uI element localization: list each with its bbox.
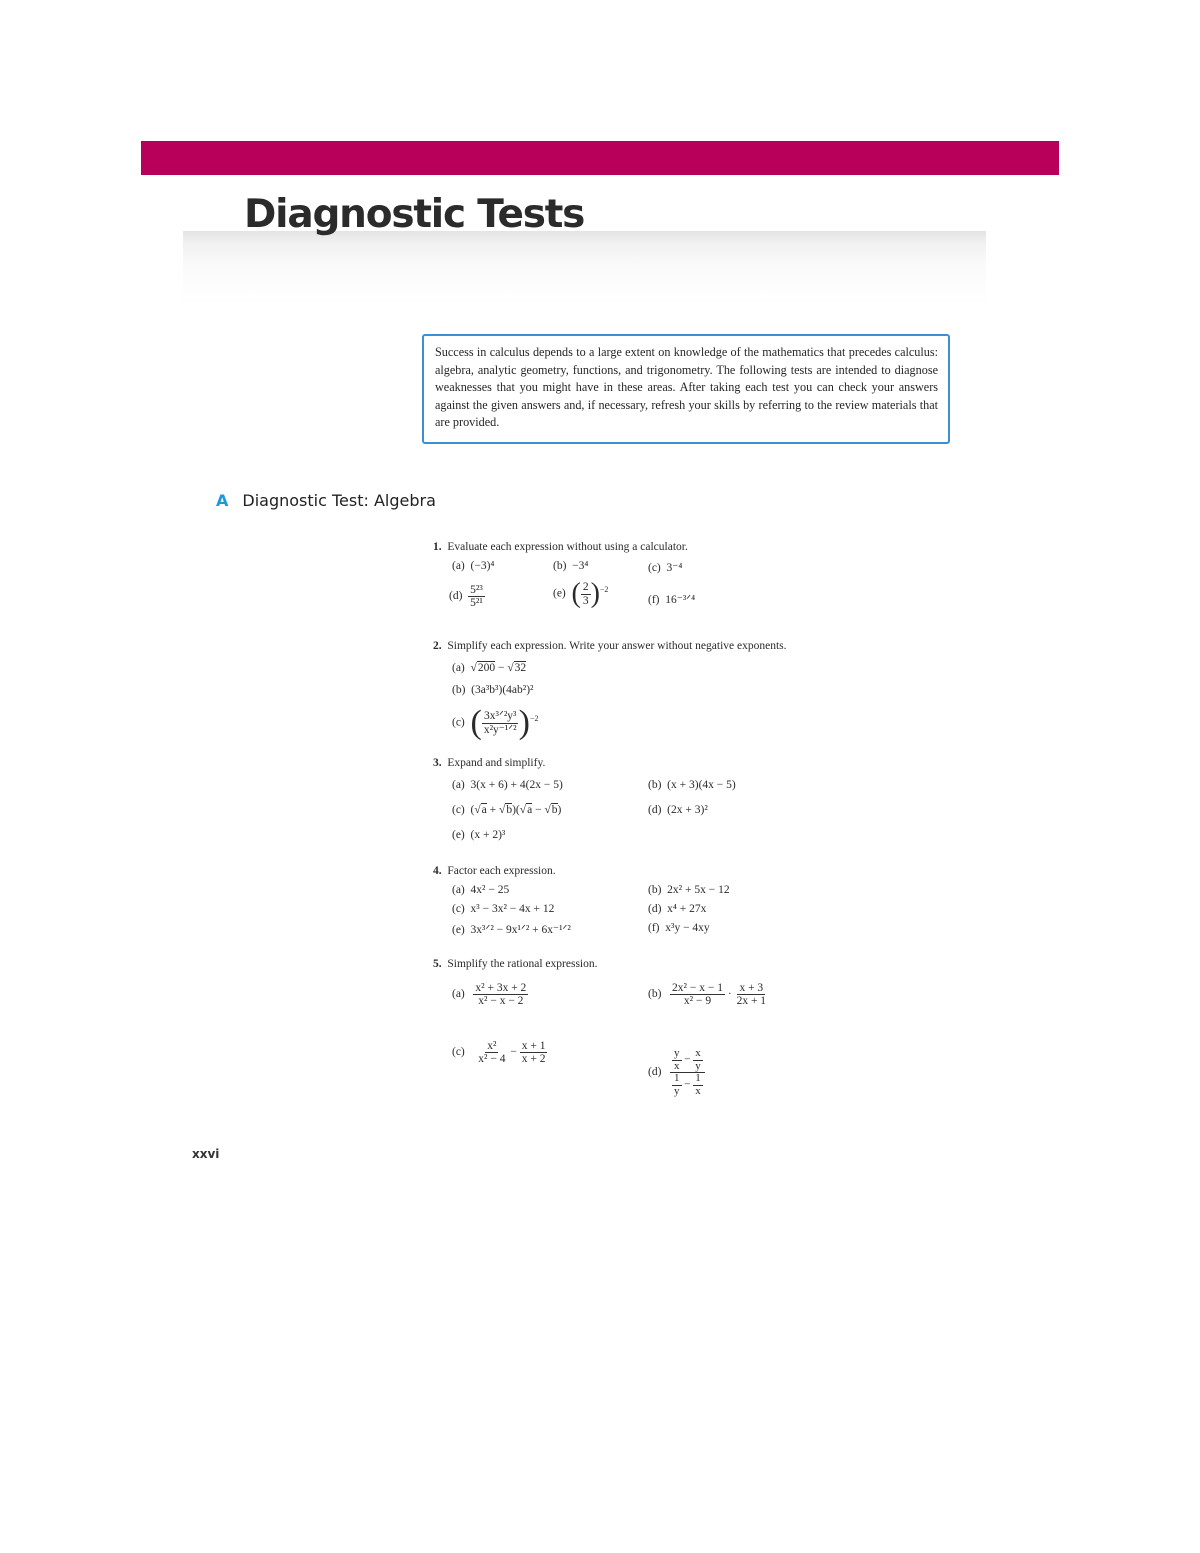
fraction-denominator: 2x + 1	[736, 995, 767, 1008]
q1-part-c	[648, 560, 682, 574]
complex-fraction	[670, 1048, 705, 1097]
fraction-numerator: x²	[487, 1040, 497, 1052]
part-label: (a)	[452, 779, 465, 791]
q5-part-b	[648, 982, 768, 1007]
part-label: (c)	[452, 804, 465, 816]
fraction-numerator: 1	[674, 1072, 680, 1085]
q4-part-c	[452, 903, 554, 915]
fraction-denominator: 5²¹	[470, 597, 483, 610]
fraction	[672, 1073, 682, 1097]
intro-box	[422, 334, 950, 444]
q1-part-a	[452, 560, 494, 572]
question-text: Factor each expression.	[447, 865, 556, 877]
math-expression: 3(x + 6) + 4(2x − 5)	[470, 779, 563, 791]
fraction-numerator: x² + 3x + 2	[475, 982, 527, 994]
q3-part-e	[452, 829, 505, 841]
q5-part-d	[648, 1048, 705, 1097]
operator: −	[495, 662, 508, 674]
fraction	[520, 1040, 548, 1065]
question-number: 2.	[433, 640, 442, 652]
fraction	[473, 982, 528, 1007]
sqrt-icon: √	[474, 804, 481, 816]
part-label: (e)	[452, 829, 465, 841]
fraction-denominator: 3	[582, 594, 589, 607]
paren-left: (	[571, 578, 581, 609]
part-label: (c)	[648, 562, 661, 574]
fraction-numerator: 2	[582, 581, 589, 594]
question-1	[433, 541, 688, 553]
fraction-denominator: x + 2	[521, 1053, 546, 1066]
math-expression: 2x² + 5x − 12	[667, 884, 730, 896]
part-label: (f)	[648, 922, 660, 934]
q3-part-a	[452, 779, 563, 791]
part-label: (b)	[648, 988, 662, 1001]
fraction-denominator: x	[695, 1084, 701, 1097]
fraction-numerator: y	[674, 1047, 680, 1059]
page-title: Diagnostic Tests	[244, 192, 585, 237]
fraction-denominator: x²y⁻¹ᐟ²	[483, 723, 517, 736]
math-expression: −3⁴	[572, 560, 589, 572]
operator: −	[684, 1078, 691, 1091]
q4-part-d	[648, 903, 706, 915]
question-2	[433, 640, 787, 652]
sqrt-icon: √	[470, 662, 477, 674]
q3-part-b	[648, 779, 736, 791]
section-heading	[216, 491, 436, 510]
fraction	[581, 581, 591, 606]
complex-denominator	[670, 1073, 705, 1097]
q3-part-c: (c) (√a + √b)(√a − √b)	[452, 804, 562, 816]
fraction-numerator: x + 3	[739, 982, 764, 994]
part-label: (d)	[648, 903, 662, 915]
operator: −	[684, 1053, 691, 1066]
question-number: 5.	[433, 958, 442, 970]
fraction	[693, 1073, 703, 1097]
fraction	[672, 1048, 682, 1072]
q4-part-b	[648, 884, 730, 896]
fraction	[482, 710, 519, 735]
radicand: b	[551, 804, 558, 816]
q5-part-a	[452, 982, 528, 1007]
fraction-denominator: x² − 4	[478, 1053, 506, 1066]
q1-part-d	[449, 584, 485, 609]
question-3	[433, 757, 545, 769]
fraction	[670, 982, 725, 1007]
part-label: (a)	[452, 884, 465, 896]
math-expression: 3⁻⁴	[666, 562, 683, 574]
math-expression: x⁴ + 27x	[667, 903, 707, 915]
fraction-numerator: 1	[695, 1072, 701, 1085]
paren-right: )	[590, 578, 600, 609]
q1-part-e	[553, 580, 608, 608]
q2-part-c	[452, 706, 538, 740]
radicand: a	[527, 804, 533, 816]
fraction	[476, 1040, 507, 1065]
title-shade	[183, 231, 986, 305]
part-label: (d)	[648, 804, 662, 816]
fraction-denominator: x² − 9	[683, 995, 712, 1008]
question-number: 1.	[433, 541, 442, 553]
q2-part-b	[452, 684, 534, 696]
part-label: (a)	[452, 662, 465, 674]
part-label: (f)	[648, 594, 660, 606]
fraction-numerator: 5²³	[470, 584, 483, 596]
paren-right: )	[518, 704, 530, 741]
part-label: (e)	[553, 587, 566, 600]
part-label: (b)	[648, 779, 662, 791]
radicand: 32	[514, 662, 527, 674]
paren-left: (	[470, 704, 482, 741]
fraction-numerator: x + 1	[521, 1040, 546, 1052]
q4-part-e	[452, 922, 571, 936]
question-number: 4.	[433, 865, 442, 877]
q5-part-c	[452, 1040, 547, 1065]
fraction-denominator: x² − x − 2	[478, 995, 524, 1008]
question-text: Simplify each expression. Write your answer without negative exponents.	[447, 640, 787, 652]
fraction-denominator: y	[674, 1084, 680, 1097]
fraction-denominator: x	[674, 1059, 680, 1072]
fraction	[735, 982, 769, 1007]
fraction	[693, 1048, 703, 1072]
intro-text: Success in calculus depends to a large extent on knowledge of the mathematics that precedes calculus: algebra, analytic geometry, functions, and trigonometry. The following tests are intended to diagnose weaknesses that you might have in these areas. After taking each test you can check your answers against the given answers and, if necessary, refresh your skills by referring to the review materials that are provided.	[435, 345, 938, 430]
section-title: Diagnostic Test: Algebra	[242, 491, 436, 510]
part-label: (d)	[648, 1066, 662, 1079]
math-expression: (−3)⁴	[470, 560, 495, 572]
part-label: (c)	[452, 1046, 465, 1059]
math-expression: 4x² − 25	[470, 884, 510, 896]
math-expression: 3x³ᐟ² − 9x¹ᐟ² + 6x⁻¹ᐟ²	[470, 924, 571, 936]
question-4	[433, 865, 556, 877]
part-label: (b)	[553, 560, 567, 572]
question-text: Evaluate each expression without using a calculator.	[447, 541, 688, 553]
q2-part-a	[452, 662, 526, 674]
math-expression: x³y − 4xy	[665, 922, 710, 934]
part-label: (c)	[452, 716, 465, 729]
header-color-band	[141, 141, 1059, 175]
math-expression: (3a³b³)(4ab²)²	[471, 684, 534, 696]
fraction-numerator: x	[695, 1047, 701, 1059]
q3-part-d	[648, 804, 708, 816]
fraction-numerator: 2x² − x − 1	[672, 982, 723, 994]
question-number: 3.	[433, 757, 442, 769]
sqrt-icon: √	[519, 804, 527, 816]
part-label: (a)	[452, 988, 465, 1001]
operator: −	[510, 1046, 517, 1059]
part-label: (b)	[648, 884, 662, 896]
question-text: Expand and simplify.	[447, 757, 546, 769]
part-label: (d)	[449, 590, 463, 603]
page-number: xxvi	[192, 1147, 220, 1161]
math-expression: 16⁻³ᐟ⁴	[665, 594, 696, 606]
sqrt-icon: √	[507, 662, 514, 674]
radicand: 200	[477, 662, 496, 674]
math-expression: x³ − 3x² − 4x + 12	[470, 903, 555, 915]
complex-numerator	[670, 1048, 705, 1073]
math-expression: (2x + 3)²	[667, 804, 708, 816]
fraction	[468, 584, 485, 609]
math-expression: (x + 3)(4x − 5)	[667, 779, 736, 791]
section-letter: A	[216, 491, 229, 510]
question-text: Simplify the rational expression.	[447, 958, 598, 970]
exponent: −2	[529, 713, 539, 723]
exponent: −2	[599, 584, 609, 594]
q1-part-f	[648, 592, 695, 606]
question-5	[433, 958, 598, 970]
part-label: (c)	[452, 903, 465, 915]
fraction-denominator: y	[695, 1059, 701, 1072]
part-label: (a)	[452, 560, 465, 572]
sqrt-icon: √	[499, 804, 506, 816]
part-label: (b)	[452, 684, 466, 696]
part-label: (e)	[452, 924, 465, 936]
fraction-numerator: 3x³ᐟ²y³	[484, 710, 517, 723]
math-expression: (x + 2)³	[470, 829, 506, 841]
q4-part-a	[452, 884, 509, 896]
sqrt-icon: √	[544, 804, 551, 816]
q1-part-b	[553, 560, 588, 572]
q4-part-f	[648, 922, 710, 934]
radicand: a	[481, 804, 487, 816]
operator: ·	[727, 988, 732, 1001]
radicand: b	[506, 804, 513, 816]
